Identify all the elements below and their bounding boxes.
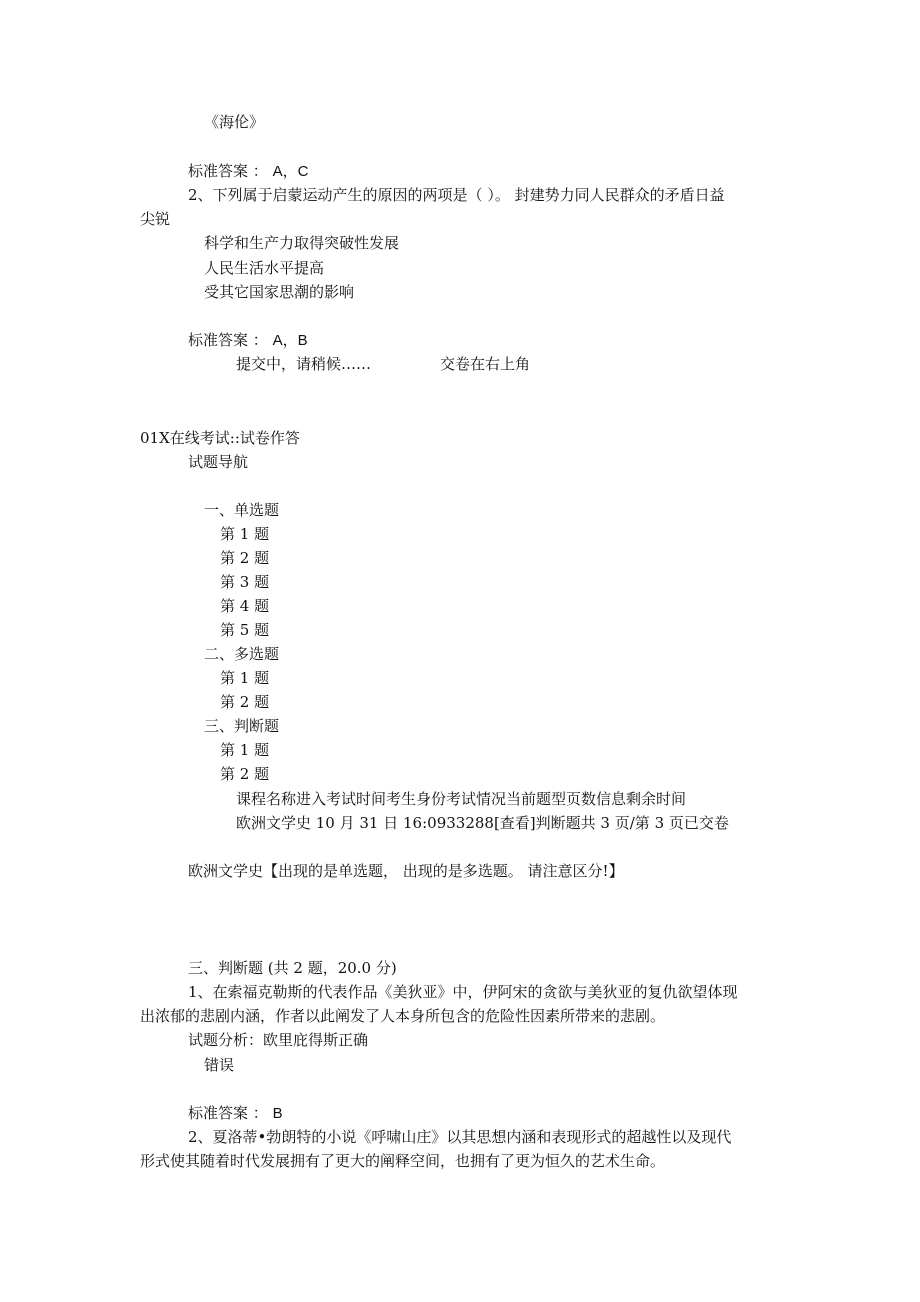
answer-value: B [272, 1105, 283, 1122]
answer-label: 标准答案 ： [188, 1104, 268, 1122]
judge-question-1-line-2: 出浓郁的悲剧内涵，作者以此阐发了人本身所包含的危险性因素所带来的悲剧。 [140, 1007, 666, 1025]
submit-hint: 交卷在右上角 [440, 355, 531, 373]
nav-item-multiple-2[interactable]: 第 2 题 [220, 693, 270, 711]
answer-line-1 [188, 161, 308, 182]
nav-item-multiple-1[interactable]: 第 1 题 [220, 669, 270, 687]
section-3-title: 三、判断题 (共 2 题，20.0 分) [188, 959, 397, 977]
question-2-text-line-1: 2、下列属于启蒙运动产生的原因的两项是（ ）。 封建势力同人民群众的矛盾日益 [188, 186, 725, 204]
question-2-option-d[interactable]: 受其它国家思潮的影响 [204, 283, 355, 301]
judge-question-2-line-1: 2、夏洛蒂•勃朗特的小说《呼啸山庄》以其思想内涵和表现形式的超越性以及现代 [188, 1128, 732, 1146]
answer-line-2 [188, 330, 308, 351]
question-2-option-b[interactable]: 科学和生产力取得突破性发展 [204, 234, 400, 252]
judge-question-1-line-1: 1、在索福克勒斯的代表作品《美狄亚》中，伊阿宋的贪欲与美狄亚的复仇欲望体现 [188, 983, 738, 1001]
question-2-text-line-2: 尖锐 [140, 210, 171, 228]
answer-value: A，B [272, 332, 308, 349]
exam-info-values: 欧洲文学史 10 月 31 日 16:0933288[查看]判断题共 3 页/第 3 页已交卷 [236, 814, 729, 832]
nav-section-multiple-choice: 二、多选题 [204, 645, 280, 663]
option-wrong[interactable]: 错误 [204, 1056, 235, 1074]
answer-label: 标准答案 ： [188, 162, 268, 180]
nav-section-true-false: 三、判断题 [204, 717, 280, 735]
course-notice: 欧洲文学史【出现的是单选题， 出现的是多选题。 请注意区分!】 [188, 862, 624, 880]
nav-item-single-4[interactable]: 第 4 题 [220, 597, 270, 615]
answer-label: 标准答案 ： [188, 331, 268, 349]
nav-item-judge-2[interactable]: 第 2 题 [220, 765, 270, 783]
judge-question-2-line-2: 形式使其随着时代发展拥有了更大的阐释空间，也拥有了更为恒久的艺术生命。 [140, 1152, 666, 1170]
question-2-option-c[interactable]: 人民生活水平提高 [204, 259, 325, 277]
answer-value: A，C [272, 163, 309, 180]
nav-item-judge-1[interactable]: 第 1 题 [220, 741, 270, 759]
nav-item-single-2[interactable]: 第 2 题 [220, 549, 270, 567]
book-title: 《海伦》 [204, 113, 265, 131]
page-title: 01X在线考试::试卷作答 [140, 429, 300, 447]
question-analysis: 试题分析：欧里庇得斯正确 [188, 1031, 369, 1049]
nav-item-single-5[interactable]: 第 5 题 [220, 621, 270, 639]
submitting-status: 提交中，请稍候…… [236, 355, 372, 373]
answer-line-3 [188, 1103, 283, 1124]
nav-item-single-1[interactable]: 第 1 题 [220, 525, 270, 543]
nav-title: 试题导航 [188, 453, 249, 471]
exam-info-header: 课程名称进入考试时间考生身份考试情况当前题型页数信息剩余时间 [236, 790, 687, 808]
nav-item-single-3[interactable]: 第 3 题 [220, 573, 270, 591]
nav-section-single-choice: 一、单选题 [204, 501, 280, 519]
